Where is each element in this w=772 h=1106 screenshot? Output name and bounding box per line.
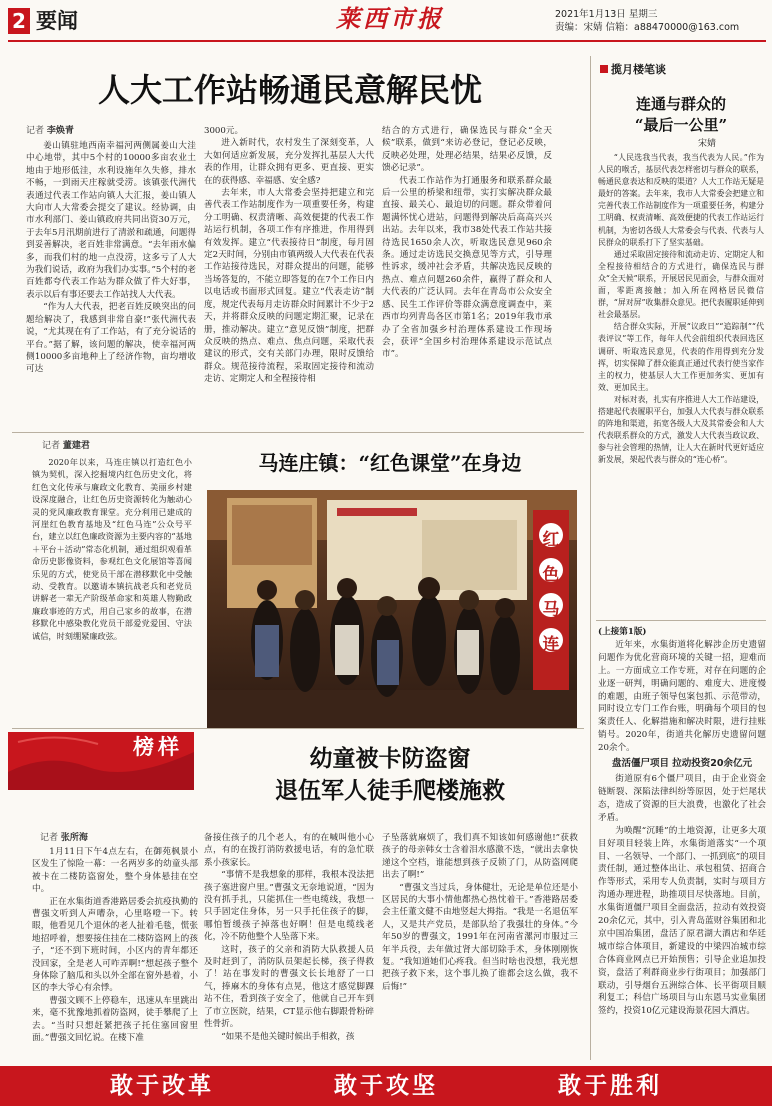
column-tag-text: 揽月楼笔谈 [611, 63, 666, 76]
column-author: 宋婧 [698, 139, 717, 149]
continued-subhead: 盘活僵尸项目 拉动投资20余亿元 [611, 758, 753, 770]
paragraph: 3000元。 [204, 126, 244, 136]
column-divider [590, 56, 591, 1060]
paragraph: 进入新时代，农村发生了深刻变革，人大如何适应新发展，充分发挥扎基层人大代表的作用，让群众拥有更多、更直接、更实在的获得感、幸福感、安全感? [204, 138, 374, 186]
story3-column-2 [204, 832, 374, 1060]
tag-square-icon [600, 65, 608, 73]
paragraph: 对标对表，扎实有序推进人大工作站建设，搭建起代表履职平台，加强人大代表与群众联系的阵地和渠道，拓宽各级人大及其常委会和人大代表联系群众的方式，激发人大代表当政议政、参与社会管理的热情，让人大在新时代更好适应新发展，架起代表与群众的“连心桥”。 [598, 394, 764, 465]
divider [12, 728, 584, 729]
story3-column-1 [32, 846, 198, 1058]
header-info [555, 8, 767, 34]
headline-line-1: 幼童被卡防盗窗 [309, 745, 471, 772]
paragraph: 备接住孩子的几个老人，有的在喊叫他小心点，有的在拨打消防救援电话，有的急忙联系小孩家长。 [204, 833, 374, 868]
slogan-banner [0, 1066, 772, 1106]
story1-column-1 [26, 140, 196, 426]
divider [12, 432, 584, 433]
paragraph: 去年来，市人大常委会坚持把建立和完善代表工作站制度作为一项重要任务，构建分工明确、权责清晰、高效便捷的代表工作站运行机制，各项工作有序推进，作用得到有效发挥。建立“代表接待日”制度，每月固定2天时间，分别由市镇两级人大代表在代表工作站接待选民，对群众提出的问题，能够当场答复的，不能立即答复的在7个工作日内以电话或书面形式回复。建立“代表走访”制度，规定代表每月走访群众时间累计不少于2天，并将群众反映的问题定期汇聚，记录在册，推动解决。建立“意见反馈”制度，把群众反映的热点、难点、焦点问题，采取代表建议的形式，交有关部门办理，限时反馈给群众。规范接待流程，采取固定接待和流动走访、定期定人和全程接待相 [204, 188, 374, 385]
story1-byline [26, 125, 196, 137]
column-title-line-2: “最后一公里” [634, 116, 728, 134]
story3-headline [200, 743, 580, 807]
paragraph: 这时，孩子的父亲和消防大队救援人员及时赶到了，消防队员架起长梯，孩子得救了！站在事发时的曹强文长长地舒了一口气，捧麻木的身体有点晃，他这才感觉脚踝站不住，看到孩子安全了，他就自己开车到了市立医院，结果，CT显示他右脚跟骨粉碎性骨折。 [204, 944, 374, 1030]
headline-line-2: 退伍军人徒手爬楼施救 [275, 777, 505, 804]
story1-column-3 [382, 125, 552, 425]
paragraph: 通过采取固定接待和流动走访、定期定人和全程接待相结合的方式进行，确保选民与群众“全天候”联系，开展居民见面会，与群众面对面，零距离接触；加入所在网格居民微信群，“屏对屏”收集群众意见。把代表履职延伸到社会最基层。 [598, 249, 764, 320]
continued-story [598, 626, 766, 1060]
paragraph: “人民选我当代表，我当代表为人民。”作为人民的喉舌，基层代表怎样密切与群众的联系，畅通民意表达和反映的渠道？人大工作站无疑是最好的答案。去年来，我市人大常委会把建立和完善代表工作站制度作为一项重要任务，构建分工明确、权责清晰、高效便捷的代表工作站运行机制，为密切各级人大常委会与代表、代表与人民群众的联系打下了坚实基础。 [598, 153, 764, 247]
issue-date: 2021年1月13日 星期三 [555, 9, 658, 20]
byline-label: 记者 [42, 441, 61, 451]
story3-byline [40, 832, 200, 844]
page-number: 2 [8, 8, 30, 34]
paragraph: “曹强文当过兵，身体健壮，无论是单位还是小区居民的大事小情他都热心热忱着干。”香港路居委会主任董文健不由地竖起大拇指。“我是一名退伍军人，又是共产党员，是部队给了我强壮的身体。”今年50岁的曹强文，1991年在河南省漯河市服过三年半兵役，去年做过肾大部切除手术，身体刚刚恢复。“我知道她们心疼我。但当时啥也没想，我光想把孩子救下来，这个事儿换了谁都会这么做，我不后悔!” [382, 882, 578, 992]
story2-body [32, 456, 192, 718]
paragraph: “作为人大代表，把老百姓反映突出的问题给解决了，我感到非常自豪!”张代洲代表说，“尤其现在有了工作站，有了充分说话的平台。”据了解，该问题的解决，使幸福河两侧10000多亩地种上了经济作物，亩均增收可达 [26, 302, 196, 375]
paragraph: 街道原有6个僵尸项目，由于企业资金链断裂、深陷法律纠纷等原因，处于烂尾状态，造成了资源的巨大浪费，也激化了社会矛盾。 [598, 774, 766, 823]
header-rule [8, 40, 766, 42]
editor-line: 责编：宋婧 信箱：a88470000@163.com [555, 22, 740, 33]
column-title [598, 94, 764, 136]
paragraph: 为唤醒“沉睡”的土地资源，让更多大项目好项目轻装上阵，水集街道落实“一个项目、一名领导、一个部门、一抓到底”的项目责任制，通过整体出让、承包租赁、招商合作等形式，采用专人负责制，实时与项目方沟通办理进程，助推项目尽快落地。目前，水集街道僵尸项目全面盘活，拉动有效投资20余亿元，其中，引入青岛蓝财谷集团和北京中国冶集团，盘活了原君湖大酒店和华廷城市综合体项目，新建设的中梁四冶城市综合体商业网点已开始预售；引导企业追加投资，盘活了利群商业步行街项目；加强部门联动，引导烟台五洲综合体、长平街项目顺利复工；科信广场项目与山东恩马实业集团签约，投资10亿元建设海景花园大酒店。 [598, 825, 766, 1017]
photo-illustration [207, 490, 577, 728]
story2-byline [42, 440, 192, 452]
paragraph: 曹强文顾不上停稳车，迅速从车里跳出来，毫不犹豫地抓着防盗网，徒手攀爬了上去。“当时只想赶紧把孩子托住塞回窗里面。”曹强文回忆说。在楼下准 [32, 995, 198, 1044]
divider [596, 620, 766, 621]
paragraph: “如果不是他关键时候出手相救，孩 [221, 1031, 355, 1042]
paragraph: 姜山镇驻地西南幸福河两侧属姜山大洼中心地带，其中5个村的10000多亩农业土地由于地形低洼，水利设施年久失修，排水不畅，一到雨天庄稼就受涝。该镇张代洲代表通过代表工作站向镇人大汇报，姜山镇人大向市人大常委会提交了建议。经协调，由市水利部门、姜山镇政府共同出资30万元，于去年5月汛期前进行了清淤和疏通，问题得到妥善解决，老百姓非常满意。“去年雨水偏多，而我们村的地一点没涝，这多亏了人大为我们说话，政府为我们办实事。”5个村的老百姓都夸代表工作站为群众做了件大好事，表示以后有事还要去工作站找人大代表。 [26, 141, 196, 300]
story3-column-3 [382, 832, 578, 1060]
story2-headline: 马连庄镇：“红色课堂”在身边 [258, 451, 522, 475]
continued-label: (上接第1版) [598, 627, 647, 637]
story1-headline: 人大工作站畅通民意解民忧 [97, 71, 482, 109]
slogan-3: 敢于胜利 [558, 1072, 662, 1099]
byline-label: 记者 [26, 126, 45, 136]
column-tag [600, 62, 666, 78]
paragraph: 2020年以来，马连庄镇以打造红色小镇为契机，深入挖掘境内红色历史文化，将红色文化传承与廉政文化教育、美丽乡村建设深度融合，让红色历史资源转化为触动心灵的党风廉政教育课堂。充分利用已建成的河崖红色教育基地及“红色马连”公众号平台，建立以红色廉政资源为主要内容的“基地＋平台＋活动”常态化机制，通过组织观看革命历史影像资料，参观红色文化展馆等喜闻乐见的方式，使党员干部在潜移默化中受触动、受教育。以邀请本镇抗战老兵和老党员讲解老一辈无产阶级革命家和英雄人物勤政廉政事迹的方式，用自己家乡的故事，在潜移默化中感染教化党员干部爱党爱国、守法诚信，时刻绷紧廉政弦。 [32, 457, 192, 641]
column-body [598, 152, 764, 648]
badge-text: 榜样 [133, 734, 183, 759]
section-title: 要闻 [36, 9, 78, 33]
story3-badge [8, 732, 194, 790]
paragraph: “事情不是我想象的那样，我根本没法把孩子塞进窗户里。”曹强文无奈地说道，“因为没有抓手扎，只能抓住一些电缆线，我想一只手固定住身体，另一只手托住孩子的脚，哪怕暂缓孩子掉落也好啊！但是电缆线老化，冷不防他整个人坠落下来。 [204, 870, 374, 943]
byline-name: 李焕青 [46, 126, 74, 136]
photo-sign-text: 红色马连 [542, 530, 560, 655]
masthead-logo: 莱西市报 [336, 4, 444, 33]
news-photo [207, 490, 577, 728]
paragraph: 结合的方式进行，确保选民与群众“全天候”联系，做到“来访必登记，登记必反映，反映必处理，处理必结果，结果必反馈，反馈必记录”。 [382, 126, 552, 174]
paragraph: 代表工作站作为打通服务和联系群众最后一公里的桥梁和纽带，实打实解决群众最直接、最关心、最迫切的问题。群众带着问题满怀忧心进站，问题得到解决后高高兴兴出站。去年以来，我市38处代表工作站共接待选民1650余人次，听取选民意见960余条。通过走访选民交换意见等方式，引导理性诉求，缓冲社会矛盾，共解决选民反映的热点、难点问题260余件，赢得了群众和人大代表的广泛认同。去年在青岛市公众安全感、民生工作评价等群众满意度调查中，莱西市均列青岛各区市第1名；2019年我市承办了全省加强乡村治理体系建设工作现场会，获评“全国乡村治理体系建设示范试点市”。 [382, 175, 552, 360]
paragraph: 近年来，水集街道将化解涉企历史遗留问题作为优化营商环境的关键一招，迎难而上。一方面成立工作专班，对存在问题的企业逐一研判，明确问题的、难度大、进度慢的难题，由班子领导包案包抓、示范带动，同时设立专门工作台账，明确每个项目的包案责任人、化解措施和解决时限，进行挂账销号。2020年，街道共化解历史遗留问题20余个。 [598, 639, 766, 754]
paragraph: 1月11日下午4点左右，在御苑枫景小区发生了惊险一幕：一名两岁多的幼童头部被卡在二楼防盗窗处，整个身体悬挂在空中。 [32, 847, 198, 895]
byline-label: 记者 [40, 833, 59, 843]
slogan-2: 敢于攻坚 [334, 1072, 438, 1099]
slogan-1: 敢于改革 [110, 1072, 214, 1099]
column-title-line-1: 连通与群众的 [635, 95, 726, 113]
paragraph: 子坠落就麻烦了，我们真不知该如何感谢他!”获救孩子的母亲韩女士含着泪水感激不迭，“就出去拿快递这个空档，谁能想到孩子反锁了门，从防盗网爬出去了啊!” [382, 833, 578, 881]
paragraph: 结合群众实际，开展“议政日”“追踪制”“代表评议”等工作，每年人代会前组织代表回选区调研、听取选民意见，代表的作用得到充分发挥，切实保障了群众能真正通过代表行使当家作主的权力，使基层人大工作更加务实、更加有效、更加民主。 [598, 322, 764, 392]
byline-name: 张所海 [60, 833, 88, 843]
paragraph: 正在水集街道香港路居委会抗疫执勤的曹强文听到人声嘈杂，心里咯噔一下。转眼，他看见几个退休的老人扯着毛毯，慌张地招呼着，想要接住挂在二楼防盗网上的孩子，“还不到下班时间，小区内的青年都还没回家，全是老人可咋弄啊!”想起孩子整个身体除了脑瓜和头以外全部在窗外悬着，小区的李大爷心有余悸。 [32, 896, 198, 994]
byline-name: 董建君 [62, 441, 90, 451]
story1-column-2 [204, 125, 374, 425]
